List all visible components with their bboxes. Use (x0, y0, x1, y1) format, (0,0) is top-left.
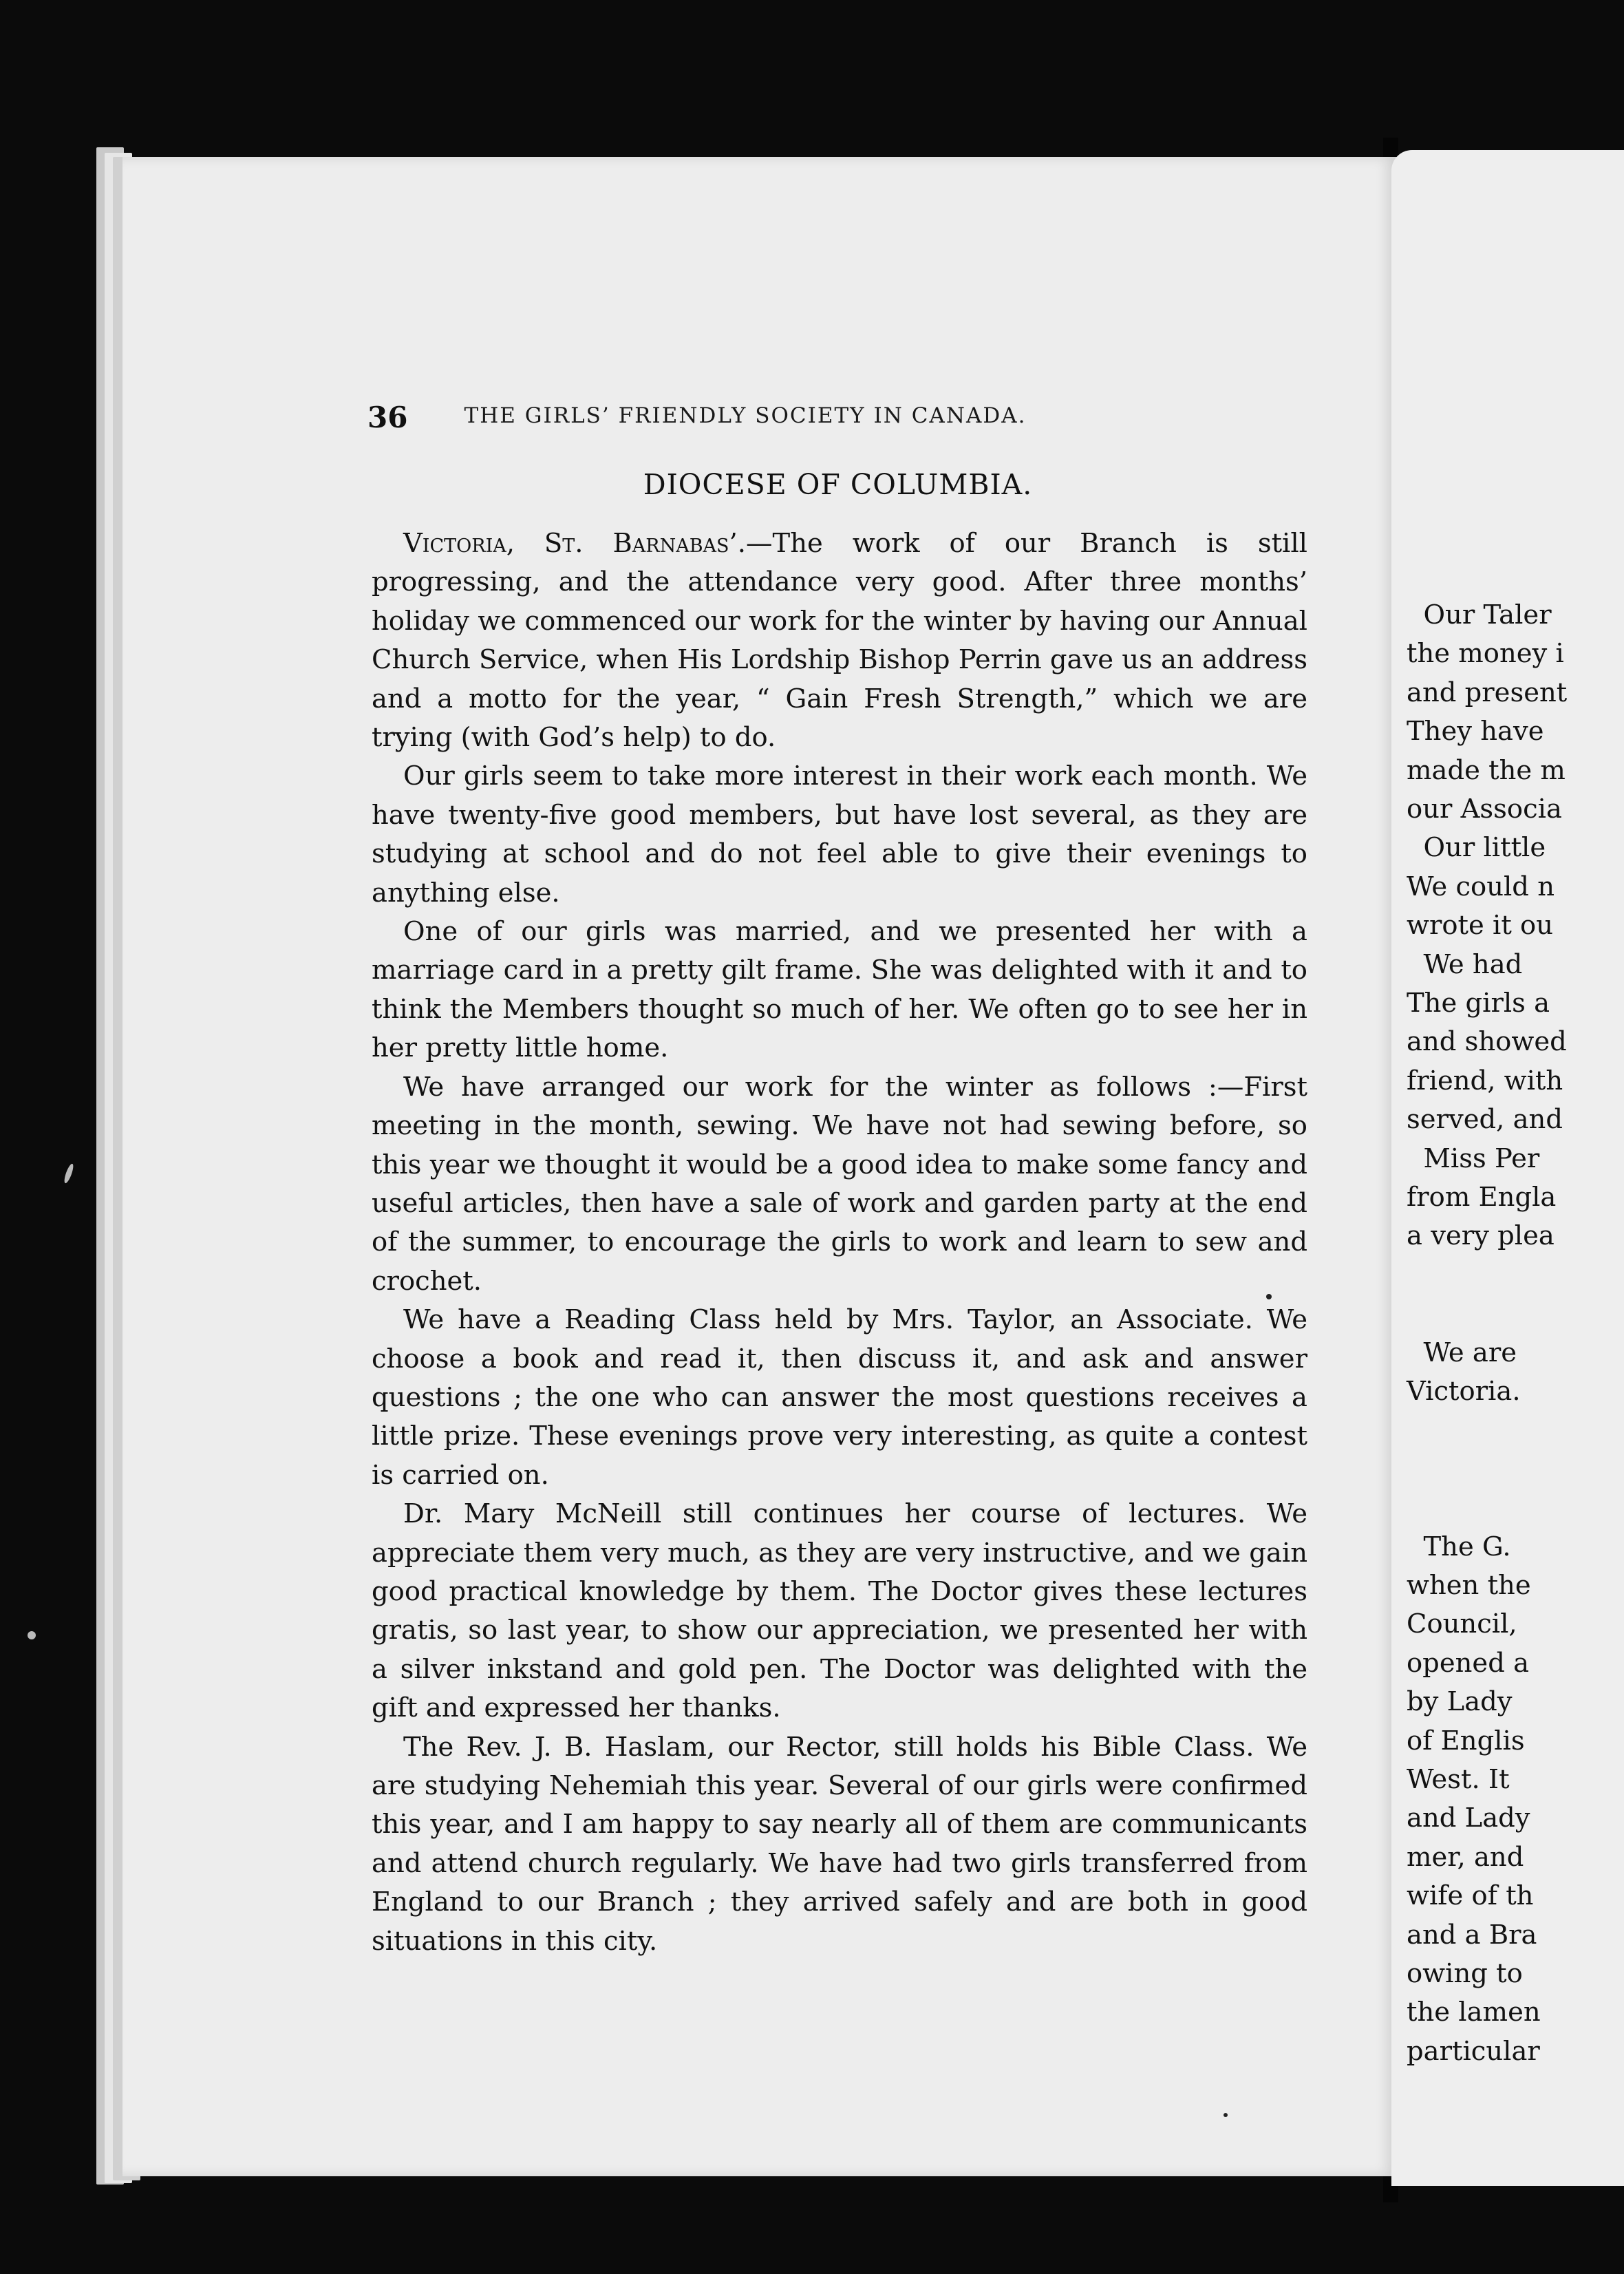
paragraph: Our girls seem to take more interest in their work each month. We have twenty-five good members, but have lost several, as they are studying at school and do not feel able to give their evenings to anything else. (372, 761, 1307, 908)
scan-speck (1266, 1294, 1272, 1299)
right-page-line: The G. (1407, 1531, 1511, 1562)
right-page-line: particular (1407, 2035, 1540, 2067)
right-page-line: owing to (1407, 1958, 1523, 1989)
scan-speck (28, 1631, 36, 1639)
right-page-line: a very plea (1407, 1220, 1554, 1252)
right-page-line: Council, (1407, 1608, 1517, 1640)
right-page (1391, 150, 1624, 2186)
right-page-line: our Associa (1407, 794, 1562, 825)
paragraph: Dr. Mary McNeill still continues her course of lectures. We appreciate them very much, as they are very instructive, and we gain good practical knowledge by them. The Doctor gives these lectures gratis, so last year, to show our appreciation, we presented her with a silver inkstand and gold pen. The Doctor was delighted with the gift and expressed her thanks. (372, 1498, 1307, 1724)
right-page-line: and Lady (1407, 1803, 1530, 1834)
paragraph: We have a Reading Class held by Mrs. Taylor, an Associate. We choose a book and read it, then discuss it, and ask and answer questions ; the one who can answer the most questions receives a little prize. These evenings prove very interesting, as quite a contest is carried on. (372, 1304, 1307, 1491)
right-page-line: and a Bra (1407, 1919, 1537, 1951)
right-page-line: when the (1407, 1570, 1531, 1601)
right-page-line: friend, with (1407, 1065, 1563, 1096)
scan-speck (1224, 2113, 1228, 2117)
scan-speck (63, 1163, 75, 1184)
page-number: 36 (367, 401, 408, 434)
running-head: THE GIRLS’ FRIENDLY SOCIETY IN CANADA. (464, 403, 1027, 428)
right-page-line: the money i (1407, 638, 1564, 670)
right-page-line: We are (1407, 1337, 1517, 1368)
paragraph: We have arranged our work for the winter as follows :—First meeting in the month, sewing. We have not had sewing before, so this year we thought it would be a good idea to make some fancy and useful articles, then have a sale of work and garden party at the end of the summer, to encourage the girls to work and learn to sew and crochet. (372, 1071, 1307, 1297)
right-page-line: opened a (1407, 1647, 1530, 1679)
right-page-line: served, and (1407, 1104, 1563, 1136)
right-page-line: They have (1407, 716, 1544, 747)
place-name-lead: Victoria, St. Barnabas’. (403, 528, 747, 559)
right-page-line: We could n (1407, 871, 1554, 902)
section-heading: DIOCESE OF COLUMBIA. (643, 468, 1033, 501)
right-page-line: Victoria. (1407, 1376, 1521, 1407)
paragraph-text: —The work of our Branch is still progressing, and the attendance very good. After three months’ holiday we commenced our work for the winter by having our Annual Church Service, when His Lordship Bishop Perrin gave us an address and a motto for the year, “ Gain Fresh Strength,” which we are trying (with God’s help) to do. (372, 528, 1307, 754)
paragraph: One of our girls was married, and we presented her with a marriage card in a pretty gilt frame. She was delighted with it and to think the Members thought so much of her. We often go to see her in her pretty little home. (372, 916, 1307, 1064)
right-page-line: the lamen (1407, 1997, 1541, 2028)
paragraph (372, 524, 1307, 757)
right-page-line: West. It (1407, 1764, 1510, 1795)
right-page-line: by Lady (1407, 1686, 1513, 1718)
right-page-line: Miss Per (1407, 1143, 1540, 1174)
right-page-line: Our Taler (1407, 599, 1552, 630)
right-page-line: mer, and (1407, 1841, 1524, 1873)
right-page-line: wife of th (1407, 1880, 1534, 1912)
paragraph: The Rev. J. B. Haslam, our Rector, still holds his Bible Class. We are studying Nehemiah this year. Several of our girls were confirmed this year, and I am happy to say nearly all of them are communicants and attend church regularly. We have had two girls transferred from England to our Branch ; they arrived safely and are both in good situations in this city. (372, 1731, 1307, 1957)
right-page-line: Our little (1407, 832, 1546, 864)
right-page-line: and showed (1407, 1026, 1567, 1058)
right-page-line: from Engla (1407, 1182, 1557, 1213)
right-page-line: wrote it ou (1407, 910, 1554, 942)
article-body (372, 524, 1307, 1961)
right-page-line: We had (1407, 948, 1523, 980)
right-page-line: of Englis (1407, 1725, 1525, 1756)
right-page-line: and present (1407, 677, 1568, 708)
right-page-line: made the m (1407, 754, 1566, 786)
right-page-line: The girls a (1407, 988, 1550, 1019)
